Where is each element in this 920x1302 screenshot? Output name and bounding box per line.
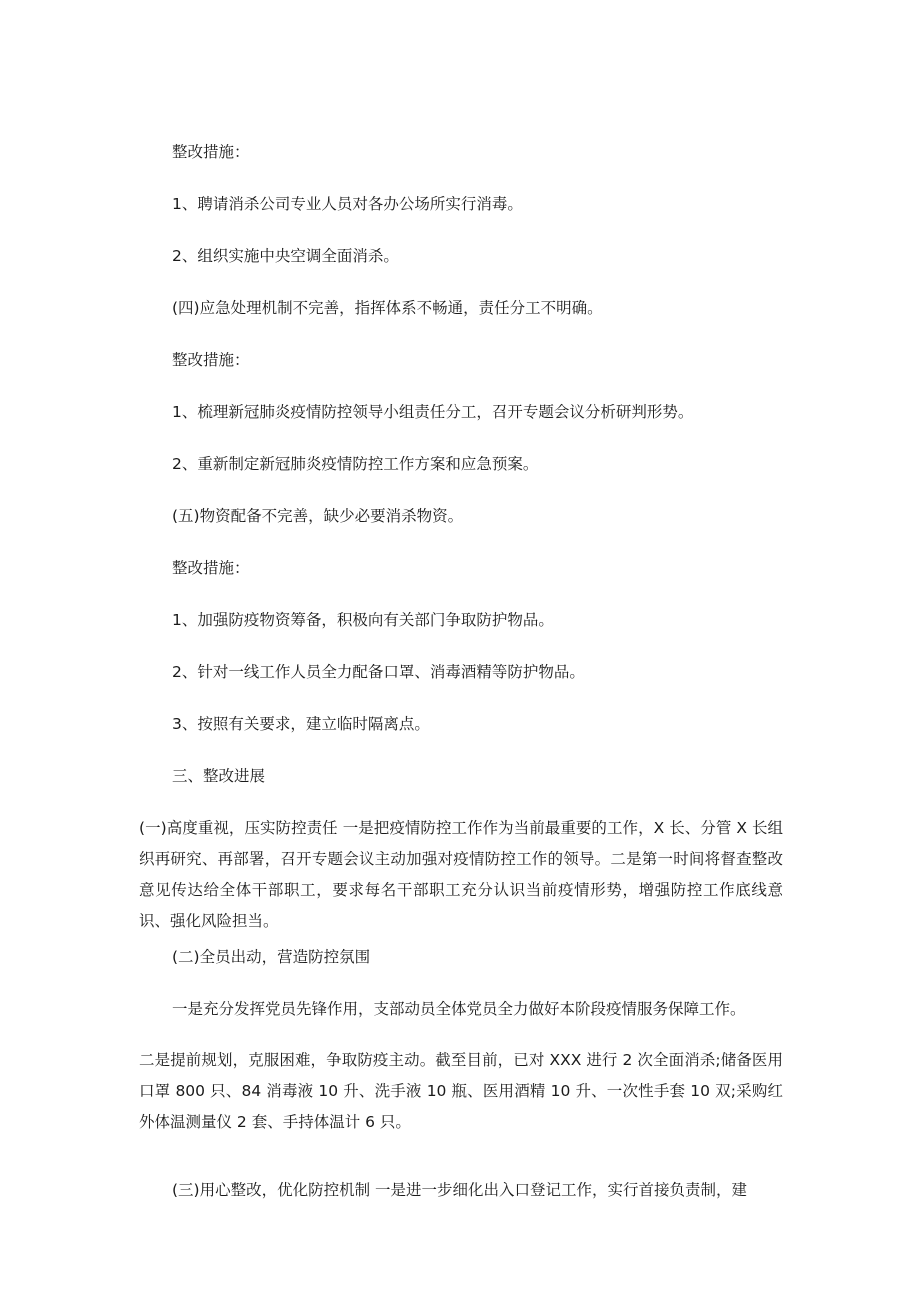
measure-item: 1、聘请消杀公司专业人员对各办公场所实行消毒。: [172, 195, 523, 213]
section-heading: 三、整改进展: [172, 767, 266, 785]
progress-heading-2: (二)全员出动，营造防控氛围: [172, 948, 371, 966]
measure-item: 3、按照有关要求，建立临时隔离点。: [172, 715, 430, 733]
rectification-measures-label: 整改措施：: [172, 351, 250, 369]
issue-heading: (五)物资配备不完善，缺少必要消杀物资。: [172, 507, 464, 525]
measure-item: 2、重新制定新冠肺炎疫情防控工作方案和应急预案。: [172, 455, 539, 473]
measure-item: 1、梳理新冠肺炎疫情防控领导小组责任分工，召开专题会议分析研判形势。: [172, 403, 694, 421]
measure-item: 1、加强防疫物资筹备，积极向有关部门争取防护物品。: [172, 611, 554, 629]
rectification-measures-label: 整改措施：: [172, 559, 250, 577]
measure-item: 2、组织实施中央空调全面消杀。: [172, 247, 399, 265]
measure-item: 2、针对一线工作人员全力配备口罩、消毒酒精等防护物品。: [172, 663, 585, 681]
progress-heading-3: (三)用心整改，优化防控机制 一是进一步细化出入口登记工作，实行首接负责制，建: [172, 1181, 748, 1199]
progress-paragraph-2b: 二是提前规划，克服困难，争取防疫主动。截至目前，已对 XXX 进行 2 次全面消杀;储备医用口罩 800 只、84 消毒液 10 升、洗手液 10 瓶、医用酒精 10 升、一次性手套 10 双;采购红外体温测量仪 2 套、手持体温计 6 只。: [139, 1051, 783, 1131]
progress-line-2a: 一是充分发挥党员先锋作用，支部动员全体党员全力做好本阶段疫情服务保障工作。: [172, 1000, 746, 1018]
progress-paragraph-1: (一)高度重视，压实防控责任 一是把疫情防控工作作为当前最重要的工作，X 长、分管 X 长组织再研究、再部署，召开专题会议主动加强对疫情防控工作的领导。二是第一时间将督查整改意见传达给全体干部职工，要求每名干部职工充分认识当前疫情形势，增强防控工作底线意识、强化风险担当。: [139, 819, 783, 930]
rectification-measures-label: 整改措施：: [172, 143, 250, 161]
issue-heading: (四)应急处理机制不完善，指挥体系不畅通，责任分工不明确。: [172, 299, 603, 317]
